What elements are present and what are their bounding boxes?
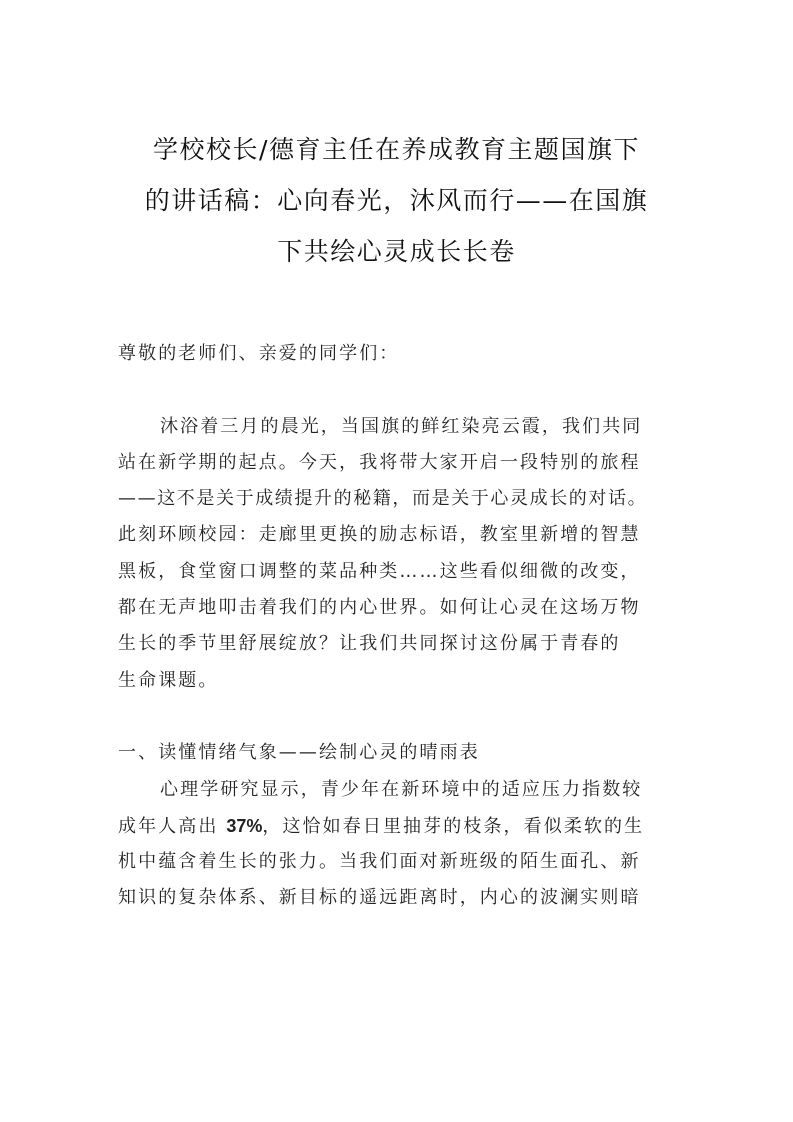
paragraph-line: 心理学研究显示，青少年在新环境中的适应压力指数较 bbox=[160, 778, 643, 800]
text-segment: 成年人高出 bbox=[118, 815, 227, 837]
paragraph-line: 机中蕴含着生长的张力。当我们面对新班级的陌生面孔、新 bbox=[118, 851, 641, 873]
paragraph-line: ——这不是关于成绩提升的秘籍，而是关于心灵成长的对话。 bbox=[118, 488, 648, 510]
paragraph-line: 都在无声地叩击着我们的内心世界。如何让心灵在这场万物 bbox=[118, 597, 641, 619]
title-line-3: 下共绘心灵成长长卷 bbox=[277, 237, 516, 266]
paragraph-line: 生命课题。 bbox=[118, 669, 219, 691]
greeting: 尊敬的老师们、亲爱的同学们： bbox=[118, 343, 400, 364]
blank-line bbox=[118, 372, 678, 408]
paragraph-line: 知识的复杂体系、新目标的遥远距离时，内心的波澜实则暗 bbox=[118, 887, 641, 909]
paragraph-line: 生长的季节里舒展绽放？让我们共同探讨这份属于青春的 bbox=[118, 633, 621, 655]
paragraph-section1 bbox=[118, 772, 678, 917]
paragraph-line: 站在新学期的起点。今天，我将带大家开启一段特别的旅程 bbox=[118, 451, 641, 473]
title-line-2: 的讲话稿：心向春光，沐风而行——在国旗 bbox=[144, 186, 649, 215]
document-body bbox=[118, 336, 678, 917]
section-heading: 一、读懂情绪气象——绘制心灵的晴雨表 bbox=[118, 742, 480, 764]
paragraph-intro bbox=[118, 409, 678, 699]
paragraph-line bbox=[118, 808, 678, 844]
paragraph-line: 黑板，食堂窗口调整的菜品种类……这些看似细微的改变， bbox=[118, 560, 641, 582]
document-title bbox=[110, 124, 683, 277]
paragraph-line: 沐浴着三月的晨光，当国旗的鲜红染亮云霞，我们共同 bbox=[160, 415, 643, 437]
text-segment: ，这恰如春日里抽芽的枝条，看似柔软的生 bbox=[262, 815, 645, 837]
statistic-value: 37% bbox=[226, 815, 263, 836]
title-line-1: 学校校长/德育主任在养成教育主题国旗下 bbox=[153, 135, 640, 164]
paragraph-line: 此刻环顾校园：走廊里更换的励志标语，教室里新增的智慧 bbox=[118, 524, 641, 546]
blank-line bbox=[118, 699, 678, 735]
